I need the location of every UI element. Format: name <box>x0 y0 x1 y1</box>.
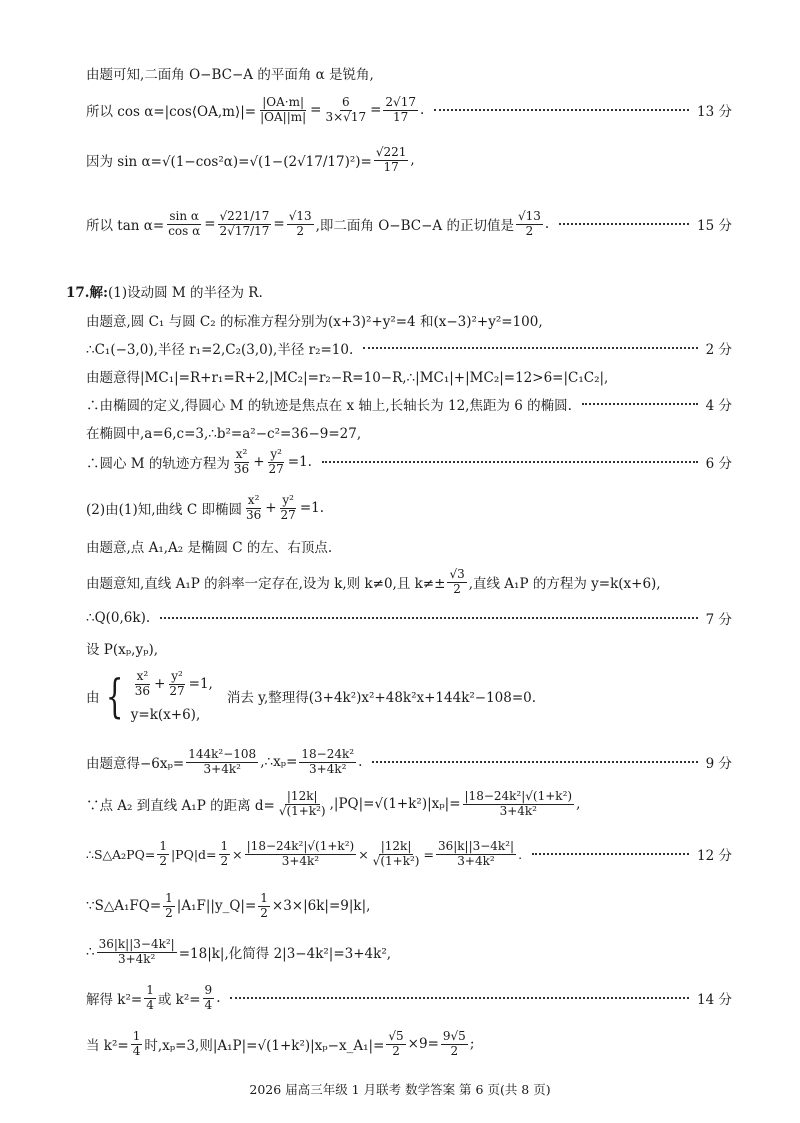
fraction: $\frac{\text{|18−24k²|√(1+k²)}}{\text{3+4k²}}$ <box>464 789 573 818</box>
fraction: $\frac{\text{y²}}{27}$ <box>280 493 296 522</box>
text-line-10: 在椭圆中,a=6,c=3,∴b²=a²−c²=36−9=27, <box>86 426 362 442</box>
left-brace-icon: { <box>105 669 123 724</box>
text-line-8: 由题意得|MC₁|=R+r₁=R+2,|MC₂|=r₂−R=10−R,∴|MC₁|+|MC₂|=12>6=|C₁C₂|, <box>86 370 609 386</box>
score-label: 6 分 <box>705 456 732 473</box>
page-footer: 2026 届高三年级 1 月联考 数学答案 第 6 页(共 8 页) <box>249 1082 551 1097</box>
problem-17-heading: 17.解: (1)设动圆 M 的半径为 R. <box>66 285 263 301</box>
fraction: $\frac{√221}{17}$ <box>375 145 407 174</box>
score-label: 7 分 <box>705 612 732 628</box>
text-line-7: ∴C₁(−3,0),半径 r₁=2,C₂(3,0),半径 r₂=10. 2 分 <box>86 338 732 358</box>
text-line-15: ∴Q(0,6k). 7 分 <box>86 610 732 628</box>
equation-system-line: 由 { $\frac{\text{x²}}{36}$ + $\frac{\text{y²}}{27}$ =1, y=k(x+6), 消去 y,整理得(3+4k²)x²+48k²x+144k²−108=0. <box>86 669 537 724</box>
fraction: $\frac{√221/17}{2√17/17}$ <box>219 209 270 238</box>
text-line-23: 解得 k²= $\frac{1}{4}$ 或 k²= $\frac{9}{4}$ . 14 分 <box>86 983 732 1012</box>
fraction: $\frac{|12k|}{\text{√(1+k²)}}$ <box>372 839 420 868</box>
fraction: $\frac{1}{2}$ <box>260 891 268 920</box>
text-line-12: (2)由(1)知,曲线 C 即椭圆 $\frac{\text{x²}}{36}$ + $\frac{\text{y²}}{27}$ =1. <box>86 493 325 522</box>
dot-leader <box>532 853 689 855</box>
dot-leader <box>559 223 689 225</box>
fraction: $\frac{\text{y²}}{27}$ <box>268 447 284 476</box>
dot-leader <box>160 617 697 619</box>
fraction: $\frac{\text{sin α}}{\text{cos α}}$ <box>168 209 201 238</box>
score-label: 14 分 <box>697 992 732 1009</box>
score-label: 4 分 <box>705 398 732 414</box>
text-line-19: ∵点 A₂ 到直线 A₁P 的距离 d= $\frac{|12k|}{\text{√(1+k²)}}$ ,|PQ|=√(1+k²)|xₚ|= $\frac{\text{|18−24k²|√(1+k²)}}{\text{3+4k²}}$ , <box>86 789 581 818</box>
dot-leader <box>322 461 698 463</box>
score-label: 12 分 <box>697 848 732 865</box>
text-line-2: 所以 cos α=|cos⟨OA,m⟩|= $\frac{|OA\cdot m|}{|OA||m|}$ = $\frac{6}{3\times√17}$ = $\frac{2√17}{17}$ . 13 分 <box>86 95 732 124</box>
fraction: $\frac{√13}{2}$ <box>288 209 312 238</box>
fraction: $\frac{|12k|}{\text{√(1+k²)}}$ <box>278 789 326 818</box>
fraction: $\frac{1}{2}$ <box>159 839 167 868</box>
fraction: $\frac{\text{36|k||3−4k²|}}{\text{3+4k²}}$ <box>437 839 515 868</box>
fraction: $\frac{1}{2}$ <box>220 839 229 868</box>
text-line-24: 当 k²= $\frac{1}{4}$ 时,xₚ=3,则|A₁P|=√(1+k²)|xₚ−x_A₁|= $\frac{√5}{2}$ ×9= $\frac{9√5}{2}$ ; <box>86 1029 475 1058</box>
score-label: 9 分 <box>705 756 732 773</box>
fraction: $\frac{\text{144k²−108}}{\text{3+4k²}}$ <box>188 747 257 776</box>
score-label: 2 分 <box>705 342 732 358</box>
score-label: 15 分 <box>697 218 732 235</box>
equation-system: { $\frac{\text{x²}}{36}$ + $\frac{\text{y²}}{27}$ =1, y=k(x+6), <box>105 669 213 724</box>
fraction: $\frac{\text{36|k||3−4k²|}}{\text{3+4k²}}$ <box>98 937 175 966</box>
fraction: $\frac{√5}{2}$ <box>388 1029 404 1058</box>
dot-leader <box>363 347 697 349</box>
fraction: $\frac{\text{x²}}{36}$ <box>245 493 262 522</box>
fraction: $\frac{\text{x²}}{36}$ <box>134 669 151 698</box>
fraction: $\frac{1}{4}$ <box>146 983 154 1012</box>
dot-leader <box>582 403 698 405</box>
text-line-4: 所以 tan α= $\frac{\text{sin α}}{\text{cos α}}$ = $\frac{√221/17}{2√17/17}$ = $\frac{√13}{2}$ ,即二面角 O−BC−A 的正切值是 $\frac{√13}{2}$ . 15 分 <box>86 209 732 238</box>
fraction: $\frac{\text{y²}}{27}$ <box>169 669 185 698</box>
fraction: $\frac{\text{x²}}{36}$ <box>233 447 250 476</box>
text-line-11: ∴圆心 M 的轨迹方程为 $\frac{\text{x²}}{36}$ + $\frac{\text{y²}}{27}$ =1. 6 分 <box>86 447 732 476</box>
fraction: $\frac{1}{4}$ <box>132 1029 141 1058</box>
score-label: 13 分 <box>697 104 732 121</box>
text-line-9: ∴由椭圆的定义,得圆心 M 的轨迹是焦点在 x 轴上,长轴长为 12,焦距为 6 的椭圆. 4 分 <box>86 394 732 414</box>
fraction: $\frac{|OA\cdot m|}{|OA||m|}$ <box>260 95 307 124</box>
fraction: $\frac{9√5}{2}$ <box>442 1029 466 1058</box>
text-line-16: 设 P(xₚ,yₚ), <box>86 642 159 658</box>
text-line-21: ∵S△A₁FQ= $\frac{1}{2}$ |A₁F||y_Q|= $\frac{1}{2}$ ×3×|6k|=9|k|, <box>86 891 371 920</box>
fraction: $\frac{2√17}{17}$ <box>385 95 416 124</box>
text-line-18: 由题意得−6xₚ= $\frac{\text{144k²−108}}{\text{3+4k²}}$ ,∴xₚ= $\frac{\text{18−24k²}}{\text{3+4k²}}$ . 9 分 <box>86 747 732 776</box>
text-line-22: ∴ $\frac{\text{36|k||3−4k²|}}{\text{3+4k²}}$ =18|k|,化简得 2|3−4k²|=3+4k², <box>86 937 392 966</box>
text-line-6: 由题意,圆 C₁ 与圆 C₂ 的标准方程分别为(x+3)²+y²=4 和(x−3)²+y²=100, <box>86 314 543 330</box>
fraction: $\frac{\text{18−24k²}}{\text{3+4k²}}$ <box>301 747 355 776</box>
text-line-13: 由题意,点 A₁,A₂ 是椭圆 C 的左、右顶点. <box>86 540 333 556</box>
text-line-14: 由题意知,直线 A₁P 的斜率一定存在,设为 k,则 k≠0,且 k≠± $\frac{√3}{2}$ ,直线 A₁P 的方程为 y=k(x+6), <box>86 567 661 596</box>
dot-leader <box>230 997 689 999</box>
fraction: $\frac{√3}{2}$ <box>449 567 465 596</box>
dot-leader <box>372 761 697 763</box>
fraction: $\frac{1}{2}$ <box>165 891 173 920</box>
fraction: $\frac{√13}{2}$ <box>517 209 541 238</box>
text-line-3: 因为 sin α=√(1−cos²α)=√(1−(2√17/17)²)= $\frac{√221}{17}$ , <box>86 145 415 174</box>
fraction: $\frac{\text{|18−24k²|√(1+k²)}}{\text{3+4k²}}$ <box>246 839 355 868</box>
text-line-1: 由题可知,二面角 O−BC−A 的平面角 α 是锐角, <box>86 67 374 83</box>
text-line-20: ∴S△A₂PQ= $\frac{1}{2}$ |PQ|d= $\frac{1}{2}$ × $\frac{\text{|18−24k²|√(1+k²)}}{\text{3+4k²}}$ × $\frac{|12k|}{\text{√(1+k²)}}$ = $\frac{\text{36|k||3−4k²|}}{\text{3+4k²}}$ . 12 分 <box>86 839 732 868</box>
fraction: $\frac{6}{3\times√17}$ <box>325 95 367 124</box>
dot-leader <box>434 109 689 111</box>
fraction: $\frac{9}{4}$ <box>204 983 213 1012</box>
